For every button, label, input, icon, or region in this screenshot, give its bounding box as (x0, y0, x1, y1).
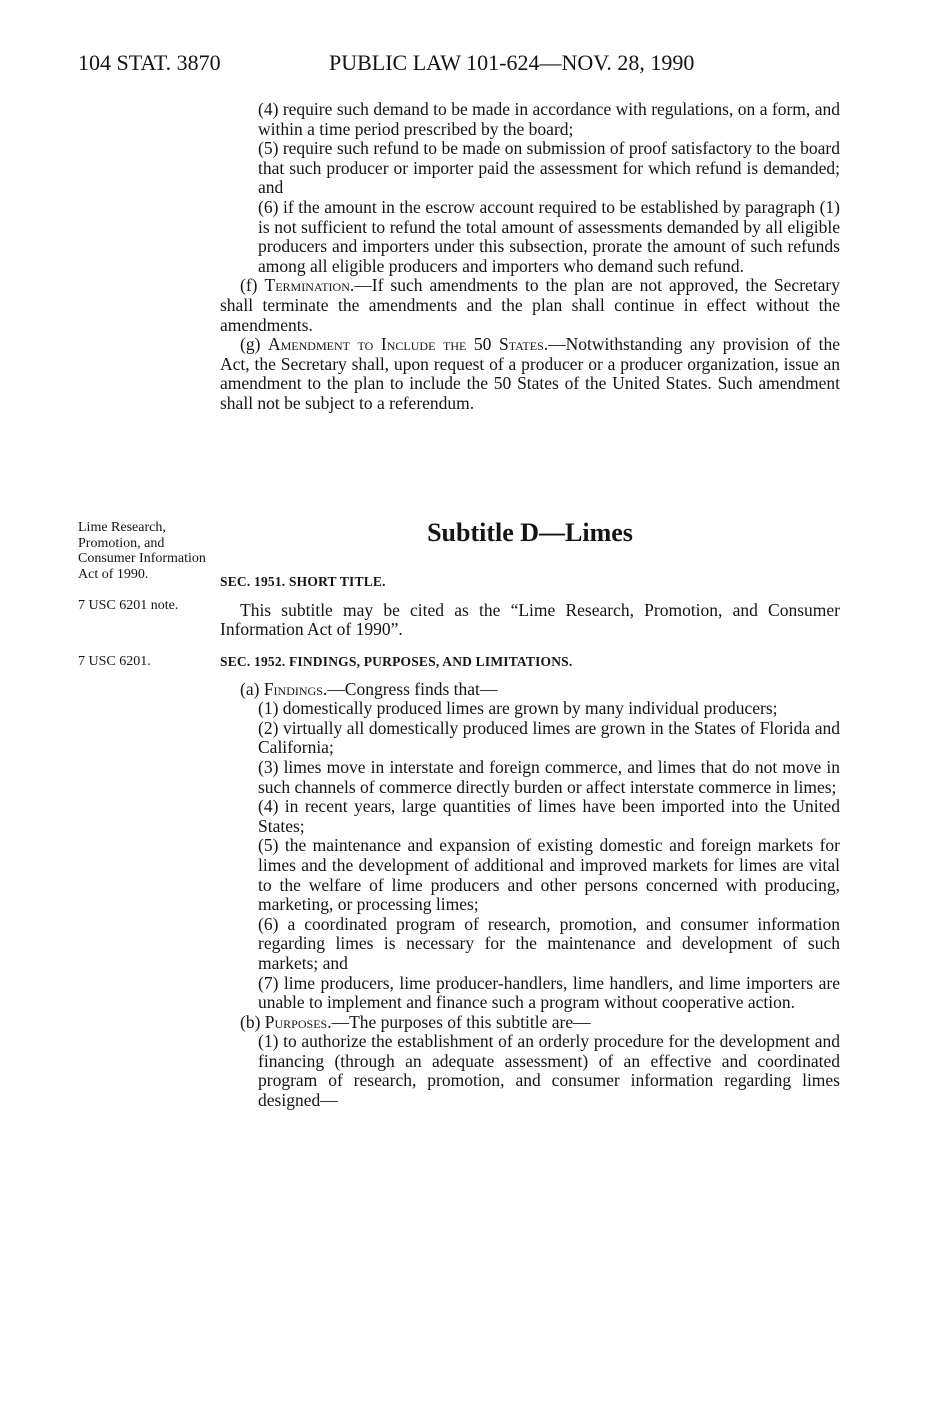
amendment-heading: Amendment to Include the 50 States (268, 334, 544, 355)
margin-note-usc-note: 7 USC 6201 note. (78, 598, 179, 613)
subtitle-heading: Subtitle D—Limes (427, 518, 633, 547)
paragraph-5: (5) require such refund to be made on submission of proof satisfactory to the board that such producer or importer paid the assessment for which refund is demanded; and (258, 138, 840, 198)
finding-4: (4) in recent years, large quantities of limes have been imported into the United States; (258, 796, 840, 836)
purposes-heading: Purposes (264, 1011, 328, 1032)
purposes-intro: (b) Purposes.—The purposes of this subtitle are— (240, 1011, 591, 1032)
purpose-1: (1) to authorize the establishment of an orderly procedure for the development and financing (through an adequate assessment) of an effective and coordinated program of research, promotion, and consumer information regarding limes designed— (258, 1031, 840, 1111)
finding-1: (1) domestically produced limes are grown by many individual producers; (258, 698, 778, 719)
finding-2: (2) virtually all domestically produced limes are grown in the States of Florida and California; (258, 717, 840, 758)
findings-heading: Findings (263, 678, 323, 699)
sec-1951-text: This subtitle may be cited as the “Lime Research, Promotion, and Consumer Information Act of 1990”. (220, 599, 840, 640)
subtitle-block (220, 518, 840, 548)
paragraph-6: (6) if the amount in the escrow account required to be established by paragraph (1) is not sufficient to refund the total amount of assessments demanded by all eligible producers and importers under this subsection, prorate the amount of such refunds among all eligible producers and importers who demand such refund. (258, 196, 840, 276)
section-1952 (220, 652, 840, 1111)
running-header: PUBLIC LAW 101-624—NOV. 28, 1990 (329, 50, 695, 75)
finding-7: (7) lime producers, lime producer-handlers, lime handlers, and lime importers are unable to implement and finance such a program without cooperative action. (258, 972, 840, 1013)
finding-6: (6) a coordinated program of research, promotion, and consumer information regarding limes is necessary for the maintenance and development of such markets; and (258, 913, 840, 973)
paragraph-4: (4) require such demand to be made in accordance with regulations, on a form, and within a time period prescribed by the board; (258, 99, 840, 139)
top-text-block (220, 100, 840, 414)
stat-page-number: 104 STAT. 3870 (78, 50, 221, 75)
subsection-f-termination: (f) Termination.—If such amendments to the plan are not approved, the Secretary shall terminate the amendments and the plan shall continue in effect without the amendments. (220, 275, 840, 335)
termination-heading: Termination (264, 275, 350, 296)
finding-3: (3) limes move in interstate and foreign commerce, and limes that do not move in such channels of commerce directly burden or affect interstate commerce in limes; (258, 756, 840, 797)
findings-intro: (a) Findings.—Congress finds that— (240, 678, 498, 699)
sec-1951-heading: SEC. 1951. SHORT TITLE. (220, 574, 386, 589)
margin-note-act-name: Lime Research, Promotion, and Consumer Information Act of 1990. (78, 520, 206, 582)
finding-5: (5) the maintenance and expansion of existing domestic and foreign markets for limes and the development of additional and improved markets for limes are vital to the welfare of lime producers and other persons concerned with producing, marketing, or processing limes; (258, 835, 840, 915)
subsection-g-amendment: (g) Amendment to Include the 50 States.—Notwithstanding any provision of the Act, the Secretary shall, upon request of a producer or a producer organization, issue an amendment to the plan to include the 50 States of the United States. Such amendment shall not be subject to a referendum. (220, 334, 840, 413)
sec-1952-heading: SEC. 1952. FINDINGS, PURPOSES, AND LIMITATIONS. (220, 654, 573, 669)
section-1951 (220, 572, 840, 640)
margin-note-usc: 7 USC 6201. (78, 654, 151, 669)
